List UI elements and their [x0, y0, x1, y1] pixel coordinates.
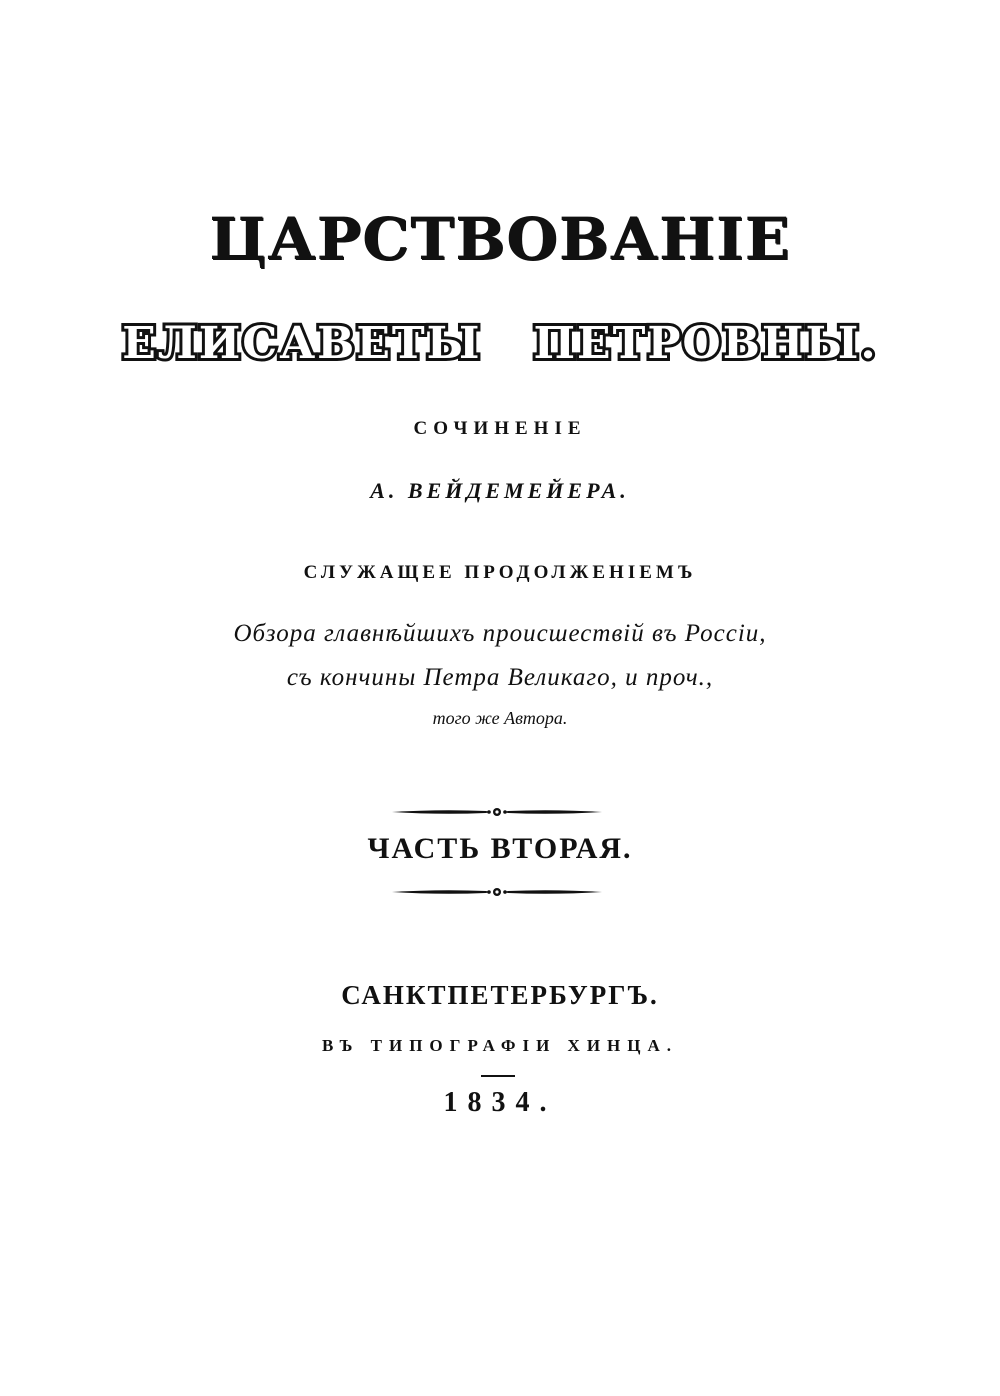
- continuation-title-line-1: Обзора главнѣйшихъ происшествій въ Россіи,: [233, 620, 767, 647]
- printer-name: ВЪ ТИПОГРАФІИ ХИНЦА.: [321, 1036, 679, 1055]
- publication-city: САНКТПЕТЕРБУРГЪ.: [341, 980, 659, 1010]
- continuation-label: СЛУЖАЩЕЕ ПРОДОЛЖЕНІЕМЪ: [303, 562, 697, 583]
- composition-label: СОЧИНЕНІЕ: [413, 418, 587, 439]
- continuation-title-line-2: съ кончины Петра Великаго, и проч.,: [286, 664, 714, 691]
- ornament-divider-bottom: [390, 884, 604, 900]
- subtitle-word-petrovna: ПЕТРОВНЫ.: [533, 318, 878, 369]
- volume-part: ЧАСТЬ ВТОРАЯ.: [367, 832, 633, 865]
- subtitle-word-elisaveta: ЕЛИСАВЕТЫ: [122, 318, 482, 369]
- publication-year: 1834.: [443, 1087, 557, 1118]
- same-author-note: того же Автора.: [432, 708, 568, 728]
- book-title: ЦАРСТВОВАНІЕ: [209, 205, 791, 273]
- ornament-divider-top: [390, 804, 604, 820]
- author-name: А. ВЕЙДЕМЕЙЕРА.: [370, 478, 630, 503]
- book-subtitle: [0, 318, 1000, 369]
- year-separator-rule: [481, 1075, 515, 1077]
